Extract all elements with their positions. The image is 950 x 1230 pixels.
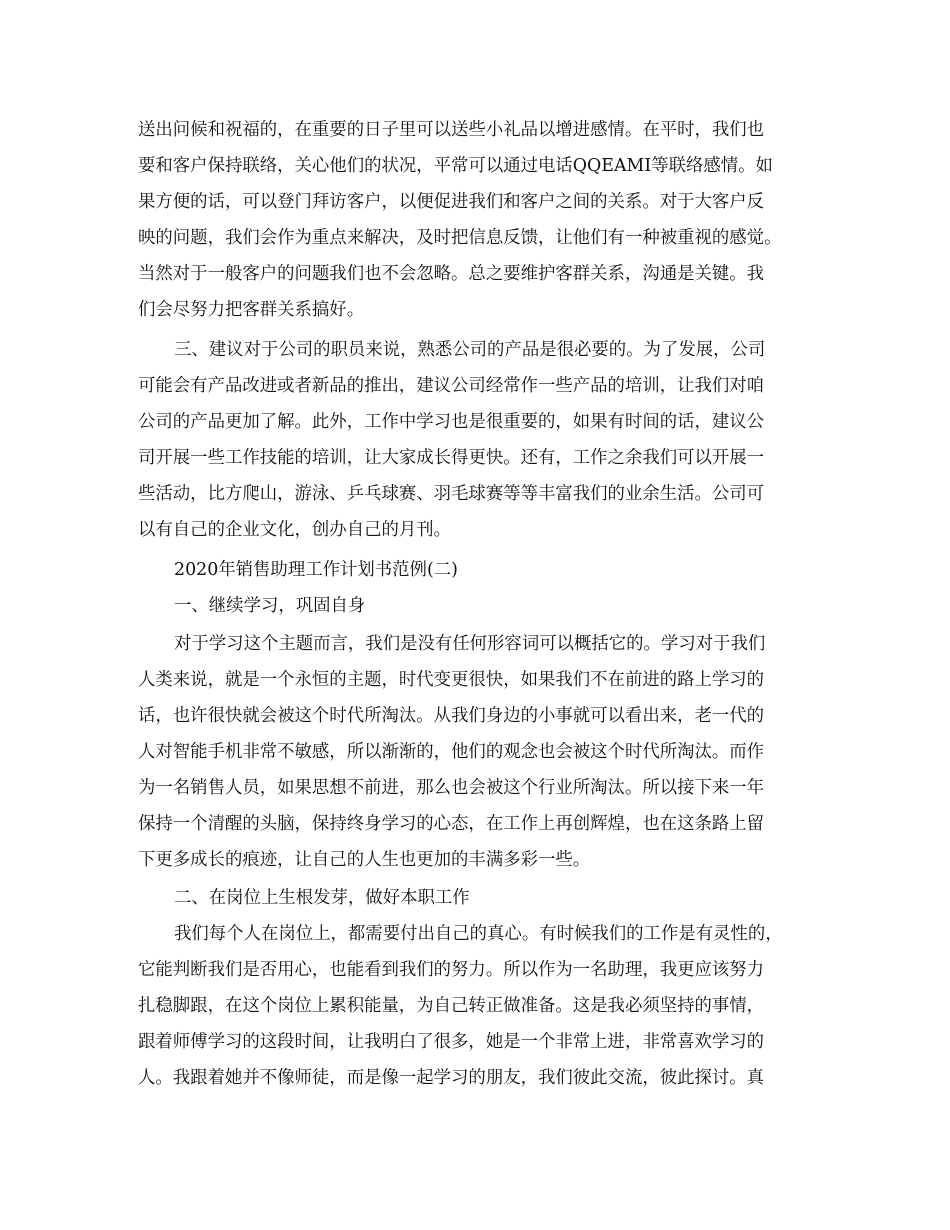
text-line: 可能会有产品改进或者新品的推出，建议公司经常作一些产品的培训，让我们对咱 <box>138 376 765 396</box>
text-line: 要和客户保持联络，关心他们的状况，平常可以通过电话QQEAMI等联络感情。如 <box>138 156 773 176</box>
text-line: 们会尽努力把客群关系搞好。 <box>138 300 365 320</box>
text-line: 为一名销售人员，如果思想不前进，那么也会被这个行业所淘汰。所以接下来一年 <box>138 778 765 798</box>
text-line: 我们每个人在岗位上，都需要付出自己的真心。有时候我们的工作是有灵性的， <box>174 924 783 944</box>
text-line: 司开展一些工作技能的培训，让大家成长得更快。还有，工作之余我们可以开展一 <box>138 448 765 468</box>
text-line: 人类来说，就是一个永恒的主题，时代变更很快，如果我们不在前进的路上学习的 <box>138 670 765 690</box>
section-heading: 二、在岗位上生根发芽，做好本职工作 <box>174 888 470 908</box>
section-heading: 一、继续学习，巩固自身 <box>174 596 366 616</box>
text-line: 人。我跟着她并不像师徒，而是像一起学习的朋友，我们彼此交流，彼此探讨。真 <box>138 1068 765 1088</box>
text-line: 对于学习这个主题而言，我们是没有任何形容词可以概括它的。学习对于我们 <box>174 634 766 654</box>
text-line: 果方便的话，可以登门拜访客户，以便促进我们和客户之间的关系。对于大客户反 <box>138 192 765 212</box>
text-line: 话，也许很快就会被这个时代所淘汰。从我们身边的小事就可以看出来，老一代的 <box>138 706 765 726</box>
text-line: 跟着师傅学习的这段时间，让我明白了很多，她是一个非常上进，非常喜欢学习的 <box>138 1032 765 1052</box>
document-subtitle: 2020年销售助理工作计划书范例(二) <box>174 560 458 580</box>
section-heading: 三、建议对于公司的职员来说，熟悉公司的产品是很必要的。为了发展，公司 <box>174 340 766 360</box>
text-line: 下更多成长的痕迹，让自己的人生也更加的丰满多彩一些。 <box>138 850 591 870</box>
text-line: 保持一个清醒的头脑，保持终身学习的心态，在工作上再创辉煌，也在这条路上留 <box>138 814 765 834</box>
text-line: 人对智能手机非常不敏感，所以渐渐的，他们的观念也会被这个时代所淘汰。而作 <box>138 742 765 762</box>
text-line: 送出问候和祝福的，在重要的日子里可以送些小礼品以增进感情。在平时，我们也 <box>138 120 765 140</box>
text-line: 扎稳脚跟，在这个岗位上累积能量，为自己转正做准备。这是我必须坚持的事情， <box>138 996 765 1016</box>
text-line: 以有自己的企业文化，创办自己的月刊。 <box>138 520 452 540</box>
text-line: 些活动，比方爬山，游泳、乒乓球赛、羽毛球赛等等丰富我们的业余生活。公司可 <box>138 484 765 504</box>
text-line: 映的问题，我们会作为重点来解决，及时把信息反馈，让他们有一种被重视的感觉。 <box>138 228 782 248</box>
text-line: 它能判断我们是否用心，也能看到我们的努力。所以作为一名助理，我更应该努力 <box>138 960 765 980</box>
text-line: 当然对于一般客户的问题我们也不会忽略。总之要维护客群关系，沟通是关键。我 <box>138 264 765 284</box>
text-line: 公司的产品更加了解。此外，工作中学习也是很重要的，如果有时间的话，建议公 <box>138 412 765 432</box>
